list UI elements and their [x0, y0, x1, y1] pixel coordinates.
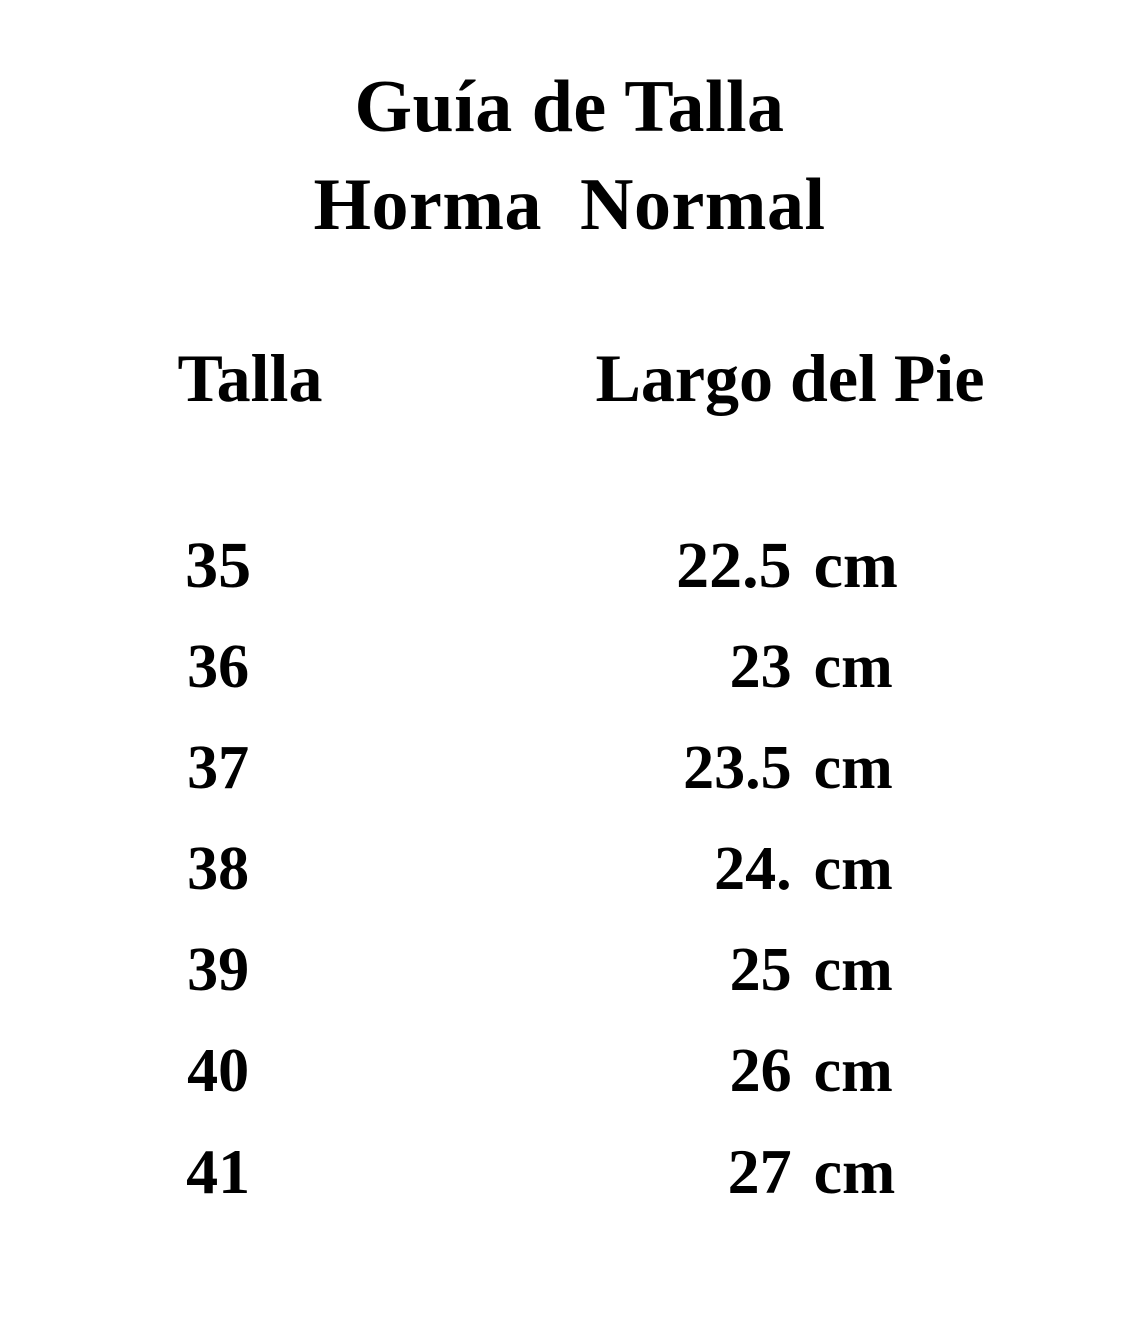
- cell-size: 36: [187, 632, 250, 701]
- table-row: [0, 616, 1139, 717]
- table-row: [0, 818, 1139, 919]
- cell-length-unit: cm: [813, 1135, 896, 1207]
- cell-length-unit: cm: [813, 733, 893, 802]
- cell-length-value: 22.5: [676, 528, 792, 602]
- table-row: [0, 1020, 1139, 1121]
- cell-length: [436, 1036, 1139, 1106]
- table-header-row: [0, 330, 1139, 430]
- cell-size: 39: [187, 935, 250, 1004]
- cell-length-value: 23.5: [683, 733, 792, 802]
- cell-length-unit: cm: [813, 632, 893, 701]
- cell-length-value: 24.: [714, 834, 792, 903]
- table-row: [0, 919, 1139, 1020]
- cell-size: 38: [187, 834, 250, 903]
- table-row: [0, 1121, 1139, 1222]
- cell-length: [436, 632, 1139, 702]
- cell-size: 40: [187, 1036, 250, 1105]
- title-line-secondary: Horma Normal: [313, 164, 826, 246]
- table-row: [0, 717, 1139, 818]
- column-header-length: Largo del Pie: [595, 340, 985, 416]
- cell-size: 41: [186, 1135, 251, 1207]
- cell-length: [436, 935, 1139, 1005]
- page-title: [0, 58, 1139, 254]
- cell-length-value: 27: [727, 1135, 792, 1207]
- size-table-body: [0, 515, 1139, 1222]
- cell-length-value: 23: [729, 632, 792, 701]
- cell-length: [436, 733, 1139, 803]
- column-header-size: Talla: [177, 340, 323, 416]
- cell-length-unit: cm: [813, 1036, 893, 1105]
- cell-length-unit: cm: [813, 834, 893, 903]
- table-row: [0, 515, 1139, 616]
- cell-length: [436, 834, 1139, 904]
- cell-length-value: 26: [729, 1036, 792, 1105]
- cell-length-value: 25: [729, 935, 792, 1004]
- cell-length: [436, 528, 1139, 602]
- cell-length-unit: cm: [813, 935, 893, 1004]
- cell-size: 35: [185, 528, 252, 602]
- cell-length-unit: cm: [813, 528, 898, 602]
- title-line-primary: Guía de Talla: [354, 66, 785, 148]
- cell-length: [436, 1137, 1139, 1207]
- cell-size: 37: [187, 733, 250, 802]
